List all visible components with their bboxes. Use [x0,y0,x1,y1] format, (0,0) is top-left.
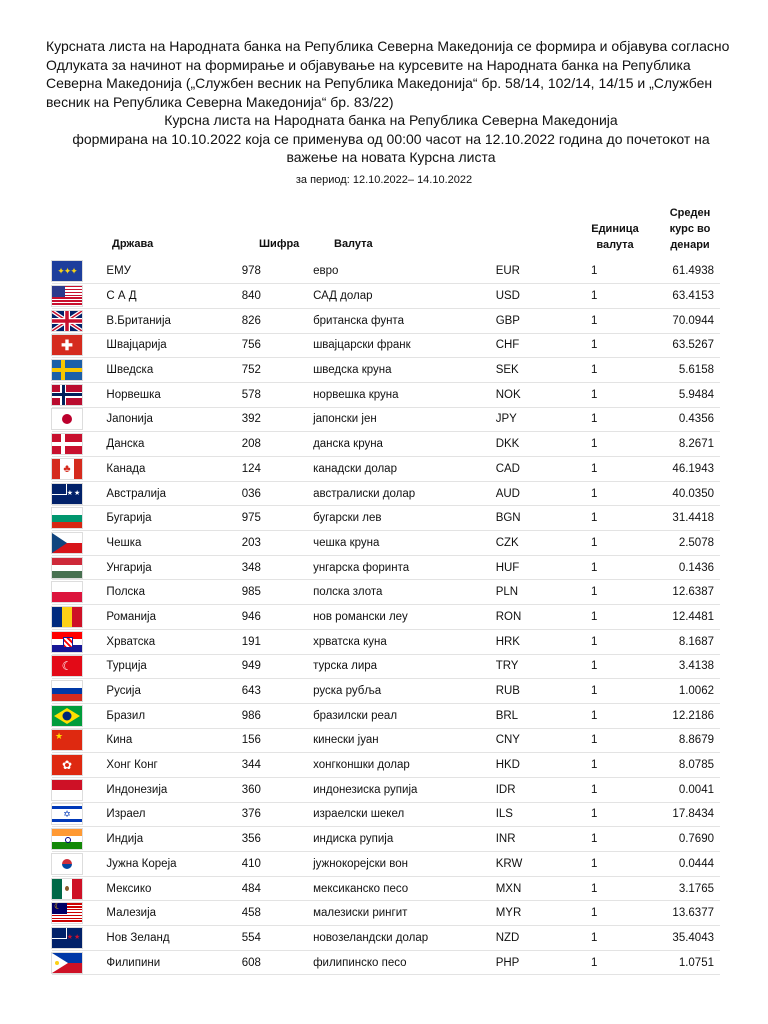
row-code: 752 [222,358,282,383]
row-country: Полска [96,580,221,605]
row-currency-iso: KRW [496,852,549,877]
row-currency-iso: CZK [496,531,549,556]
flag-cell [52,926,96,951]
table-row [52,827,720,852]
row-country: Филипини [96,950,221,975]
table-row [52,728,720,753]
denmark-flag-icon [52,434,82,454]
row-unit: 1 [549,901,640,926]
row-currency-name: нов романски леу [281,605,496,630]
row-code: 840 [222,284,282,309]
row-unit: 1 [549,481,640,506]
table-row [52,382,720,407]
flag-cell [52,629,96,654]
china-flag-icon: ★ [52,730,82,750]
row-unit: 1 [549,654,640,679]
flag-cell [52,457,96,482]
row-currency-name: австралиски долар [281,481,496,506]
row-currency-name: кинески јуан [281,728,496,753]
row-unit: 1 [549,777,640,802]
row-currency-iso: PLN [496,580,549,605]
row-currency-name: канадски долар [281,457,496,482]
row-currency-name: филипинско песо [281,950,496,975]
row-unit: 1 [549,753,640,778]
row-code: 756 [222,333,282,358]
row-code: 986 [222,703,282,728]
row-code: 348 [222,555,282,580]
header-code: Шифра [259,238,300,250]
flag-cell [52,777,96,802]
table-row [52,876,720,901]
row-currency-iso: MXN [496,876,549,901]
flag-cell [52,753,96,778]
row-currency-iso: AUD [496,481,549,506]
flag-cell [52,555,96,580]
flag-cell [52,703,96,728]
row-currency-iso: HUF [496,555,549,580]
row-rate: 35.4043 [640,926,720,951]
row-currency-name: полска злота [281,580,496,605]
flag-cell [52,852,96,877]
row-code: 643 [222,679,282,704]
row-rate: 8.0785 [640,753,720,778]
header-currency: Валута [334,238,373,250]
row-unit: 1 [549,457,640,482]
table-row [52,481,720,506]
header-unit-line1: Единица [591,223,639,235]
row-unit: 1 [549,382,640,407]
table-row [52,950,720,975]
row-unit: 1 [549,358,640,383]
flag-cell [52,506,96,531]
southkorea-flag-icon [52,854,82,874]
row-currency-iso: IDR [496,777,549,802]
row-code: 410 [222,852,282,877]
row-currency-name: израелски шекел [281,802,496,827]
flag-cell [52,580,96,605]
table-row [52,629,720,654]
row-currency-name: руска рубља [281,679,496,704]
row-rate: 46.1943 [640,457,720,482]
bulgaria-flag-icon [52,508,82,528]
row-currency-iso: RON [496,605,549,630]
row-code: 036 [222,481,282,506]
legal-basis-paragraph: Курсната листа на Народната банка на Република Северна Македонија се формира и објавува согласно Одлуката за начинот на формирање и објавување на курсевите на Народната банка на Република Северна Македонија („Службен весник на Република Македонија“ бр. 58/14, 102/14, 14/15 и „Службен весник на Република Северна Македонија“ бр. 83/22) [46,38,730,110]
row-unit: 1 [549,580,640,605]
exchange-rate-rows [52,259,720,975]
row-unit: 1 [549,703,640,728]
row-currency-name: шведска круна [281,358,496,383]
header-unit-line2: валута [596,239,634,251]
eu-flag-icon: ✦✦✦ [52,261,82,281]
flag-cell [52,605,96,630]
poland-flag-icon [52,582,82,602]
row-currency-iso: USD [496,284,549,309]
row-currency-name: турска лира [281,654,496,679]
flag-cell [52,679,96,704]
row-currency-name: евро [281,259,496,284]
row-code: 975 [222,506,282,531]
row-currency-name: хонгконшки долар [281,753,496,778]
row-unit: 1 [549,629,640,654]
flag-cell [52,950,96,975]
row-code: 554 [222,926,282,951]
row-code: 156 [222,728,282,753]
row-country: Романија [96,605,221,630]
row-code: 978 [222,259,282,284]
row-rate: 1.0062 [640,679,720,704]
row-currency-name: индонезиска рупија [281,777,496,802]
row-currency-iso: EUR [496,259,549,284]
india-flag-icon [52,829,82,849]
row-code: 191 [222,629,282,654]
flag-cell [52,259,96,284]
row-unit: 1 [549,555,640,580]
row-currency-name: британска фунта [281,308,496,333]
row-code: 356 [222,827,282,852]
uk-flag-icon [52,311,82,331]
row-unit: 1 [549,802,640,827]
row-country: Канада [96,457,221,482]
row-unit: 1 [549,259,640,284]
row-code: 344 [222,753,282,778]
flag-cell [52,802,96,827]
row-code: 578 [222,382,282,407]
row-country: Јужна Кореја [96,852,221,877]
table-row [52,358,720,383]
philippines-flag-icon [52,953,82,973]
row-currency-name: унгарска форинта [281,555,496,580]
row-currency-name: чешка круна [281,531,496,556]
row-unit: 1 [549,852,640,877]
row-rate: 5.6158 [640,358,720,383]
flag-cell [52,481,96,506]
australia-flag-icon: ★★ [52,484,82,504]
newzealand-flag-icon: ★★ [52,928,82,948]
row-code: 376 [222,802,282,827]
row-currency-iso: RUB [496,679,549,704]
row-currency-iso: MYR [496,901,549,926]
row-unit: 1 [549,333,640,358]
brazil-flag-icon [52,706,82,726]
row-currency-iso: DKK [496,432,549,457]
row-code: 360 [222,777,282,802]
row-country: Бразил [96,703,221,728]
row-country: Малезија [96,901,221,926]
row-currency-name: швајцарски франк [281,333,496,358]
flag-cell [52,876,96,901]
row-country: Хрватска [96,629,221,654]
document-subtitle: формирана на 10.10.2022 која се применува од 00:00 часот на 12.10.2022 година до почетокот на важење на новата Курсна листа [72,130,710,165]
row-currency-iso: TRY [496,654,549,679]
row-currency-iso: INR [496,827,549,852]
row-rate: 40.0350 [640,481,720,506]
row-currency-name: јужнокорејски вон [281,852,496,877]
table-row [52,407,720,432]
table-row [52,555,720,580]
row-currency-iso: HRK [496,629,549,654]
flag-cell [52,407,96,432]
row-unit: 1 [549,728,640,753]
canada-flag-icon: ♣ [52,459,82,479]
czech-flag-icon [52,533,82,553]
norway-flag-icon [52,385,82,405]
row-code: 826 [222,308,282,333]
row-country: Норвешка [96,382,221,407]
row-country: Бугарија [96,506,221,531]
table-row [52,308,720,333]
row-unit: 1 [549,407,640,432]
row-currency-name: бразилски реал [281,703,496,728]
table-row [52,457,720,482]
row-unit: 1 [549,605,640,630]
row-rate: 61.4938 [640,259,720,284]
row-rate: 12.6387 [640,580,720,605]
switzerland-flag-icon: ✚ [52,335,82,355]
indonesia-flag-icon [52,780,82,800]
flag-cell [52,901,96,926]
row-unit: 1 [549,876,640,901]
turkey-flag-icon: ☾ [52,656,82,676]
row-country: Индонезија [96,777,221,802]
row-rate: 0.7690 [640,827,720,852]
row-rate: 0.4356 [640,407,720,432]
mexico-flag-icon [52,879,82,899]
table-row [52,777,720,802]
table-row [52,333,720,358]
japan-flag-icon [52,409,82,429]
row-country: Кина [96,728,221,753]
row-currency-name: мексиканско песо [281,876,496,901]
row-country: Јапонија [96,407,221,432]
flag-cell [52,654,96,679]
header-unit [583,221,647,253]
row-unit: 1 [549,679,640,704]
row-country: Австралија [96,481,221,506]
intro-block [46,37,736,167]
row-country: Данска [96,432,221,457]
row-code: 458 [222,901,282,926]
row-currency-name: САД долар [281,284,496,309]
flag-cell [52,382,96,407]
row-currency-iso: BGN [496,506,549,531]
row-rate: 70.0944 [640,308,720,333]
row-rate: 12.4481 [640,605,720,630]
row-country: Турција [96,654,221,679]
row-rate: 31.4418 [640,506,720,531]
row-code: 946 [222,605,282,630]
row-code: 949 [222,654,282,679]
romania-flag-icon [52,607,82,627]
table-row [52,531,720,556]
row-code: 392 [222,407,282,432]
row-currency-iso: NOK [496,382,549,407]
row-currency-iso: HKD [496,753,549,778]
header-rate [650,205,730,253]
row-currency-name: јапонски јен [281,407,496,432]
table-row [52,432,720,457]
row-unit: 1 [549,506,640,531]
row-currency-name: бугарски лев [281,506,496,531]
row-unit: 1 [549,308,640,333]
row-code: 203 [222,531,282,556]
flag-cell [52,333,96,358]
table-row [52,284,720,309]
croatia-flag-icon [52,632,82,652]
row-rate: 63.5267 [640,333,720,358]
table-row [52,259,720,284]
row-rate: 3.1765 [640,876,720,901]
row-country: Израел [96,802,221,827]
sweden-flag-icon [52,360,82,380]
flag-cell [52,827,96,852]
row-rate: 0.1436 [640,555,720,580]
row-code: 124 [222,457,282,482]
table-row [52,580,720,605]
document-title: Курсна листа на Народната банка на Република Северна Македонија [164,112,618,128]
row-currency-iso: PHP [496,950,549,975]
header-rate-line1: Среден [669,207,711,219]
row-country: Русија [96,679,221,704]
row-unit: 1 [549,531,640,556]
flag-cell [52,531,96,556]
flag-cell [52,432,96,457]
table-row [52,901,720,926]
malaysia-flag-icon: ☾ [52,903,82,923]
row-currency-iso: CAD [496,457,549,482]
row-currency-iso: JPY [496,407,549,432]
row-currency-name: новозеландски долар [281,926,496,951]
table-row [52,852,720,877]
exchange-rate-table [52,259,720,975]
table-row [52,802,720,827]
row-country: Индија [96,827,221,852]
flag-cell [52,284,96,309]
row-country: Шведска [96,358,221,383]
table-row [52,506,720,531]
row-code: 985 [222,580,282,605]
row-currency-name: данска круна [281,432,496,457]
header-rate-line2: курс во [669,223,711,235]
row-currency-name: норвешка круна [281,382,496,407]
table-row [52,654,720,679]
header-country: Држава [112,238,154,250]
row-currency-iso: CHF [496,333,549,358]
period-label: за период: 12.10.2022– 14.10.2022 [295,174,473,186]
row-rate: 0.0444 [640,852,720,877]
header-rate-line3: денари [670,239,710,251]
row-currency-iso: NZD [496,926,549,951]
row-rate: 1.0751 [640,950,720,975]
row-country: В.Британија [96,308,221,333]
row-rate: 63.4153 [640,284,720,309]
row-code: 608 [222,950,282,975]
row-rate: 0.0041 [640,777,720,802]
table-row [52,926,720,951]
row-rate: 8.8679 [640,728,720,753]
row-country: Унгарија [96,555,221,580]
row-country: С А Д [96,284,221,309]
row-country: ЕМУ [96,259,221,284]
row-unit: 1 [549,284,640,309]
flag-cell [52,358,96,383]
row-rate: 8.2671 [640,432,720,457]
table-row [52,605,720,630]
row-currency-iso: GBP [496,308,549,333]
row-rate: 3.4138 [640,654,720,679]
hungary-flag-icon [52,558,82,578]
flag-cell [52,308,96,333]
row-unit: 1 [549,926,640,951]
russia-flag-icon [52,681,82,701]
row-currency-iso: CNY [496,728,549,753]
row-currency-iso: BRL [496,703,549,728]
row-unit: 1 [549,827,640,852]
row-country: Нов Зеланд [96,926,221,951]
row-rate: 17.8434 [640,802,720,827]
row-unit: 1 [549,950,640,975]
row-code: 484 [222,876,282,901]
row-rate: 12.2186 [640,703,720,728]
row-currency-iso: SEK [496,358,549,383]
row-currency-name: индиска рупија [281,827,496,852]
row-country: Швајцарија [96,333,221,358]
row-currency-name: малезиски рингит [281,901,496,926]
row-currency-iso: ILS [496,802,549,827]
hongkong-flag-icon: ✿ [52,755,82,775]
flag-cell [52,728,96,753]
row-currency-name: хрватска куна [281,629,496,654]
row-country: Хонг Конг [96,753,221,778]
us-flag-icon [52,286,82,306]
row-unit: 1 [549,432,640,457]
row-rate: 8.1687 [640,629,720,654]
row-code: 208 [222,432,282,457]
table-row [52,753,720,778]
row-rate: 13.6377 [640,901,720,926]
row-country: Мексико [96,876,221,901]
table-row [52,679,720,704]
row-rate: 5.9484 [640,382,720,407]
israel-flag-icon: ✡ [52,804,82,824]
row-rate: 2.5078 [640,531,720,556]
table-row [52,703,720,728]
row-country: Чешка [96,531,221,556]
